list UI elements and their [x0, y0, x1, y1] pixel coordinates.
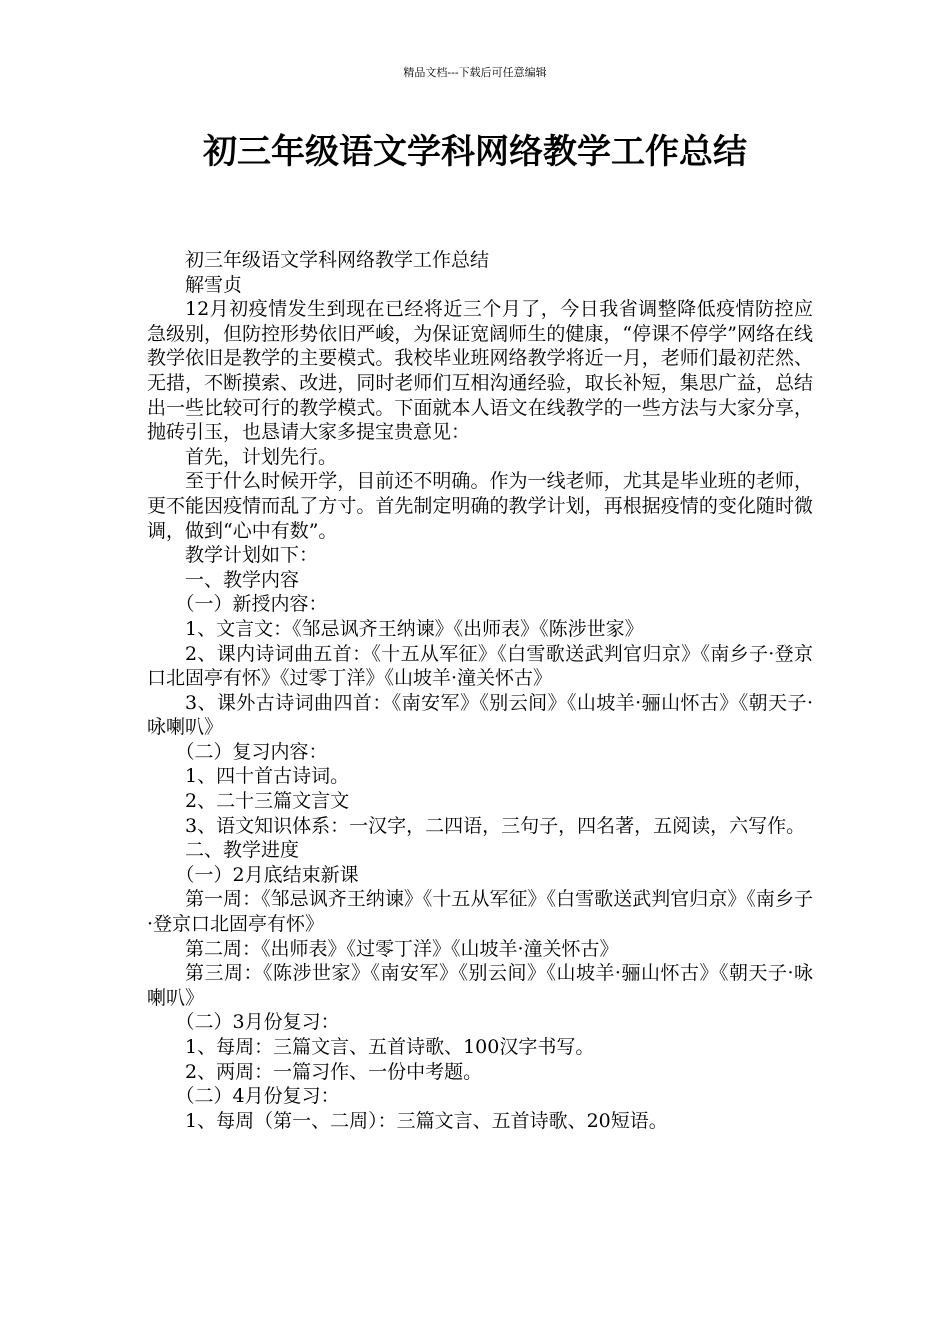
- list-item: 3、课外古诗词曲四首：《南安军》《别云间》《山坡羊·骊山怀古》《朝天子·咏喇叭》: [147, 691, 813, 739]
- list-item: 1、每周：三篇文言、五首诗歌、100汉字书写。: [185, 1036, 595, 1058]
- list-item: 第三周：《陈涉世家》《南安军》《别云间》《山坡羊·骊山怀古》《朝天子·咏喇叭》: [147, 962, 813, 1009]
- list-item: 第一周：《邹忌讽齐王纳谏》《十五从军征》《白雪歌送武判官归京》《南乡子·登京口北固亭有怀》: [147, 888, 813, 936]
- list-item: 2、二十三篇文言文: [185, 790, 350, 813]
- paragraph-plan-heading: 教学计划如下：: [185, 544, 319, 567]
- section-heading-content: 一、教学内容: [185, 568, 300, 591]
- subsection-heading-new: （一）新授内容：: [175, 593, 328, 616]
- subsection-heading-mar: （二）3月份复习：: [175, 1011, 340, 1034]
- paragraph-author: 解雪贞: [185, 273, 243, 296]
- list-item: 2、两周：一篇习作、一份中考题。: [185, 1060, 483, 1083]
- paragraph-subtitle: 初三年级语文学科网络教学工作总结: [185, 249, 490, 271]
- list-item: 1、每周（第一、二周）：三篇文言、五首诗歌、20短语。: [185, 1109, 668, 1132]
- subsection-heading-feb: （一）2月底结束新课: [175, 863, 359, 886]
- subsection-heading-review: （二）复习内容：: [175, 740, 328, 763]
- paragraph-plan-context: 至于什么时候开学，目前还不明确。作为一线老师，尤其是毕业班的老师，更不能因疫情而乱了方寸。首先制定明确的教学计划，再根据疫情的变化随时微调，做到“心中有数”。: [147, 470, 813, 542]
- page-header: 精品文档---下载后可任意编辑: [403, 66, 547, 79]
- list-item: 第二周：《出师表》《过零丁洋》《山坡羊·潼关怀古》: [185, 937, 619, 960]
- document-title: 初三年级语文学科网络教学工作总结: [203, 132, 747, 172]
- paragraph-intro: 12月初疫情发生到现在已经将近三个月了，今日我省调整降低疫情防控应急级别，但防控形势依旧严峻，为保证宽阔师生的健康，“停课不停学”网络在线教学依旧是教学的主要模式。我校毕业班网络教学将近一月，老师们最初茫然、无措，不断摸索、改进，同时老师们互相沟通经验，取长补短，集思广益，总结出一些比较可行的教学模式。下面就本人语文在线教学的一些方法与大家分享，抛砖引玉，也恳请大家多提宝贵意见：: [147, 298, 813, 444]
- list-item: 2、课内诗词曲五首：《十五从军征》《白雪歌送武判官归京》《南乡子·登京口北固亭有怀》《过零丁洋》《山坡羊·潼关怀古》: [147, 642, 813, 690]
- section-heading-progress: 二、教学进度: [185, 839, 300, 862]
- list-item: 1、文言文：《邹忌讽齐王纳谏》《出师表》《陈涉世家》: [185, 617, 644, 640]
- subsection-heading-apr: （二）4月份复习：: [175, 1085, 340, 1108]
- list-item: 3、语文知识体系：一汉字，二四语，三句子，四名著，五阅读，六写作。: [185, 814, 806, 837]
- paragraph-first: 首先，计划先行。: [185, 445, 338, 468]
- document-body: [147, 248, 813, 1133]
- list-item: 1、四十首古诗词。: [185, 765, 350, 788]
